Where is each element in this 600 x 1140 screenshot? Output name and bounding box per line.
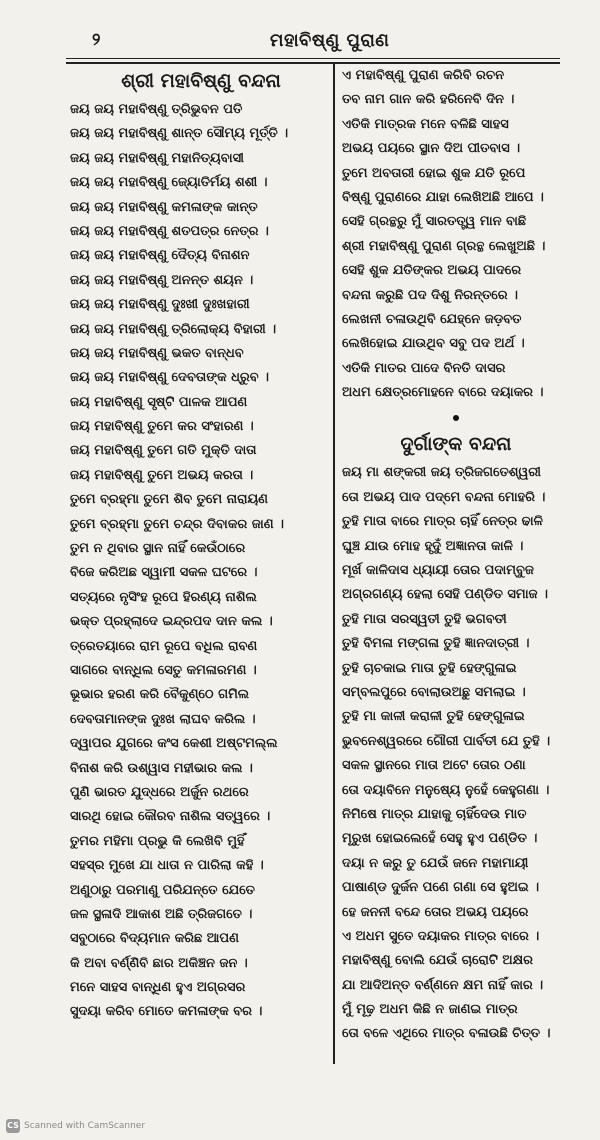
verse-line: ତୁହି ମାତା ବାରେ ମାତ୍ର ଚାହିଁ ନେତ୍ର ଢାଳି <box>342 514 543 530</box>
verse-line: ଜୟ ଜୟ ମହାବିଷ୍ଣୁ ମହାନିତ୍ୟବାସୀ <box>70 150 244 166</box>
verse-line: ଜୟ ଜୟ ମହାବିଷ୍ଣୁ ତ୍ରିଲୋକ୍ୟ ବିହାରୀ । <box>70 321 277 337</box>
durga-vandana-verses <box>342 461 570 1046</box>
book-title: ମହାବିଷ୍ଣୁ ପୁରାଣ <box>270 30 390 51</box>
verse-line: ସେହି ଶୁକ ଯତିଙ୍କର ଅଭୟ ପାଦରେ <box>342 263 522 279</box>
verse-line: ତୁମେ ବ୍ରହ୍ମା ତୁମେ ଚନ୍ଦ୍ର ଦିବାକର ଜାଣ । <box>70 516 284 532</box>
verse-line: ତୋ ବଳେ ଏଥିରେ ମାତ୍ର ବଳାଉଛି ଚିତ୍ତ । <box>342 1026 551 1042</box>
vishnu-vandana-verses <box>70 98 332 1025</box>
verse-line: ତୁମର ମହିମା ପ୍ରଭୁ କି ଲେଖିବି ମୁହିଁ <box>70 833 245 849</box>
verse-line: ଦେବତାମାନଙ୍କ ଦୁଃଖ ଲାଘବ କରିଲ । <box>70 711 256 727</box>
verse-line: ଜୟ ଜୟ ମହାବିଷ୍ଣୁ ଶାନ୍ତ ସୌମ୍ୟ ମୂର୍ତ୍ତି । <box>70 126 289 142</box>
verse-line: ଜୟ ଜୟ ମହାବିଷ୍ଣୁ କମଳାଙ୍କ କାନ୍ତ <box>70 199 258 215</box>
verse-line: ପୁଣି ଭାରତ ଯୁଦ୍ଧରେ ଅର୍ଜୁନ ରଥରେ <box>70 784 249 800</box>
verse-line: ମୁଁ ମୂଢ଼ ଅଧମ କିଛି ନ ଜାଣଇ ମାତ୍ର <box>342 1002 518 1018</box>
verse-line: ସତ୍ୟରେ ନୃସିଂହ ରୂପେ ହିରଣ୍ୟ ନାଶିଲ <box>70 589 257 605</box>
verse-line: କି ଅବା ବର୍ଣ୍ଣିବି ଛାର ଅକିଞ୍ଚନ ଜନ । <box>70 955 248 971</box>
verse-line: ଲେଖନୀ ଚଳାଉଥିବି ଯେହ୍ନେ ଜଡ଼ବତ <box>342 311 522 327</box>
verse-line: ସକଳ ସ୍ଥାନରେ ମାତା ଅଟେ ତୋର ଠଣା <box>342 758 526 774</box>
verse-line: ଘୁଞ୍ଚ ଯାଉ ମୋହ ହୃଦୁଁ ଅଜ୍ଞାନତା କାଳି । <box>342 538 524 554</box>
verse-line: ତୁମେ ବ୍ରହ୍ମା ତୁମେ ଶିବ ତୁମେ ନାରାୟଣ <box>70 492 269 508</box>
verse-line: ଏତିକି ମାତର ପାଦେ ବିନତି ଦାସର <box>342 360 506 376</box>
section-separator-dot <box>453 415 459 421</box>
verse-line: ଶ୍ରୀ ମହାବିଷ୍ଣୁ ପୁରାଣ ଗ୍ରନ୍ଥ ଲେଖୁଅଛି । <box>342 238 546 254</box>
verse-line: ଅଣୁଠାରୁ ପରମାଣୁ ପରିଯନ୍ତେ ଯେତେ <box>70 882 255 898</box>
continued-verses <box>342 64 570 405</box>
right-column <box>342 64 570 1047</box>
verse-line: ଜୟ ମହାବିଷ୍ଣୁ ତୁମେ ଗତି ମୁକ୍ତି ଦାତା <box>70 443 257 459</box>
verse-line: ଜୟ ଜୟ ମହାବିଷ୍ଣୁ ତ୍ରିଭୁବନ ପତି <box>70 102 243 117</box>
verse-line: ଅଭୟ ପୟରେ ସ୍ଥାନ ଦିଅ ପୀତବାସ । <box>342 141 521 157</box>
verse-line: ସବୁଠାରେ ବିଦ୍ୟମାନ କରିଛ ଆପଣ <box>70 931 239 947</box>
verse-line: ମୂର୍ଖ କାଳିଦାସ ଧ୍ୟାୟୀ ତୋର ପଦାମ୍ବୁଜ <box>342 563 534 579</box>
verse-line: ଜୟ ଜୟ ମହାବିଷ୍ଣୁ ଶତପତ୍ର ନେତ୍ର । <box>70 223 269 239</box>
verse-line: ବିଷ୍ଣୁ ପୁରାଣରେ ଯାହା ଲେଖିଅଛି ଆପେ । <box>342 189 544 205</box>
watermark-text: Scanned with CamScanner <box>24 1121 146 1131</box>
verse-line: ତୁମ ନ ଥିବାର ସ୍ଥାନ ନାହିଁ କେଉଁଠାରେ <box>70 541 246 557</box>
vishnu-vandana-heading: ଶ୍ରୀ ମହାବିଷ୍ଣୁ ବନ୍ଦନା <box>121 70 281 92</box>
verse-line: ମନେ ସାହସ ବାନ୍ଧିଣ ହୁଏ ଅଗ୍ରସର <box>70 980 246 996</box>
verse-line: ଭୁବନେଶ୍ୱରରେ ଗୌରୀ ପାର୍ବତୀ ଯେ ତୁହି । <box>342 733 551 749</box>
verse-line: ଜଳ ସ୍ଥଳାଦି ଆକାଶ ଅଛି ତ୍ରିଜଗତେ । <box>70 906 253 922</box>
verse-line: ମହାବିଷ୍ଣୁ ବୋଲି ଯେଉଁ ଚାରୋଟି ଅକ୍ଷର <box>342 953 533 969</box>
verse-line: ତୋ ଅଭୟ ପାଦ ପଦ୍ମେ ବନ୍ଦନା ମୋହରି । <box>342 489 546 505</box>
verse-line: ବିଜେ କରିଅଛ ସ୍ୱାମୀ ସକଳ ଘଟରେ । <box>70 565 258 581</box>
verse-line: ନିମିଷେ ମାତ୍ର ଯାହାକୁ ଚାହିଁଦେଉ ମାତ <box>342 806 527 822</box>
verse-line: ତ୍ରେତୟାରେ ରାମ ରୂପେ ବଧିଲ ରାବଣ <box>70 638 258 654</box>
durga-vandana-heading: ଦୁର୍ଗାଙ୍କ ବନ୍ଦନା <box>400 433 512 456</box>
verse-line: ଜୟ ଜୟ ମହାବିଷ୍ଣୁ ଦୈତ୍ୟ ବିନାଶନ <box>70 248 250 264</box>
verse-line: ଲେଖିହୋଇ ଯାଉଥିବ ସବୁ ପଦ ଅର୍ଥ । <box>342 336 525 352</box>
verse-line: ଦୟା ନ କରୁ ତୁ ଯେଉଁ ଜନେ ମହାମାୟୀ <box>342 855 529 871</box>
verse-line: ଜୟ ମହାବିଷ୍ଣୁ ସୃଷ୍ଟି ପାଳକ ଆପଣ <box>70 394 248 410</box>
verse-line: ଅଧମ କ୍ଷେତ୍ରମୋହନେ ବାରେ ଦୟାକର । <box>342 385 544 401</box>
verse-line: ସେହି ଗ୍ରନ୍ଥରୁ ମୁଁ ସାରତତ୍ତ୍ୱ ମାନ ବାଛି <box>342 214 527 230</box>
verse-line: ସାଗରେ ବାନ୍ଧିଲ ସେତୁ କମଳାରମଣ । <box>70 662 257 678</box>
verse-line: ଏତିକି ମାତ୍ରକ ମନେ ବଳିଛି ସାହସ <box>342 116 509 132</box>
verse-line: ତୋ ଦୟାବିନେ ମନୁଷ୍ୟେ ନୁହେଁ କେହୁଗଣା । <box>342 782 550 798</box>
verse-line: ଏ ମହାବିଷ୍ଣୁ ପୁରାଣ କରିବି ରଚନ <box>342 68 505 83</box>
verse-line: ଭୂଭାର ହରଣ କରି ବୈକୁଣ୍ଠେ ଗମିଲ <box>70 687 250 703</box>
verse-line: ଅଗ୍ରଗଣ୍ୟ ହେଲା ସେହି ପଣ୍ଡିତ ସମାଜ । <box>342 587 548 603</box>
verse-line: ହେ ଜନନୀ ବନ୍ଦେ ତୋର ଅଭୟ ପୟରେ <box>342 904 529 920</box>
verse-line: ସାରଥି ହୋଇ କୌରବ ନାଶିଲ ସତ୍ୱରେ । <box>70 809 271 825</box>
verse-line: ମୂରୁଖ ହୋଇଲେହେଁ ସେହୁ ହୁଏ ପଣ୍ଡିତ । <box>342 831 538 847</box>
verse-line: ତୁହି ଚାଚକାଇ ମାତା ତୁହି ହେଙ୍ଗୁଳାଇ <box>342 660 517 676</box>
verse-line: ଜୟ ଜୟ ମହାବିଷ୍ଣୁ ଜ୍ୟୋତିର୍ମୟ ଶଶୀ । <box>70 175 268 191</box>
verse-line: ସୁଦୟା କରିବ ମୋତେ କମଳାଙ୍କ ବର । <box>70 1004 263 1020</box>
verse-line: ଯା ଆଦିଅନ୍ତ ବର୍ଣ୍ଣନେ କ୍ଷମ ନାହିଁ କାର । <box>342 977 544 993</box>
verse-line: ପାଷାଣ୍ଡ ଦୁର୍ଜନ ପଣେ ଗଣା ସେ ହୁଅଇ । <box>342 880 540 896</box>
verse-line: ଜୟ ମା ଶଙ୍କରୀ ଜୟ ତ୍ରିଜଗତେଶ୍ୱରୀ <box>342 465 541 481</box>
verse-line: ଭକ୍ତ ପ୍ରହ୍ଲାଦେ ଇନ୍ଦ୍ରପଦ ଦାନ କଲ । <box>70 614 273 630</box>
verse-line: ତୁମେ ଅବତାରୀ ହୋଇ ଶୁକ ଯତି ରୂପେ <box>342 165 526 181</box>
left-column <box>70 64 332 1025</box>
page-number: ୨ <box>92 30 101 50</box>
column-divider <box>333 64 335 1064</box>
verse-line: ଦ୍ୱାପର ଯୁଗରେ କଂସ କେଶୀ ଅଷ୍ଟମଲ୍ଲ <box>70 736 278 752</box>
verse-line: ସହସ୍ର ମୁଖେ ଯା ଧାତା ନ ପାରିଲା କହି । <box>70 858 264 874</box>
verse-line: ତୁହି ମା କାଳୀ କରାଳୀ ତୁହି ହେଙ୍ଗୁଳାଇ <box>342 709 525 725</box>
verse-line: ଜୟ ଜୟ ମହାବିଷ୍ଣୁ ଦୁଃଖୀ ଦୁଃଖହାରୀ <box>70 297 250 313</box>
verse-line: ଜୟ ଜୟ ମହାବିଷ୍ଣୁ ଦେବତାଙ୍କ ଧ୍ରୁବ । <box>70 370 270 386</box>
verse-line: ଜୟ ଜୟ ମହାବିଷ୍ଣୁ ଅନନ୍ତ ଶୟନ । <box>70 272 254 288</box>
header-rule <box>66 58 560 59</box>
verse-line: ସମ୍ବଲପୁରେ ବୋଲାଉଅଛୁ ସମଲାଇ । <box>342 684 526 700</box>
verse-line: ତବ ନାମ ଗାନ କରି ହରିନେବି ଦିନ । <box>342 92 515 108</box>
verse-line: ବନ୍ଦନା କରୁଛି ପଦ ଦିଶୁ ନିରନ୍ତରେ । <box>342 287 518 303</box>
verse-line: ଜୟ ମହାବିଷ୍ଣୁ ତୁମେ କର ସଂହାରଣ । <box>70 419 254 435</box>
camscanner-badge-icon: CS <box>6 1119 20 1133</box>
verse-line: ଜୟ ମହାବିଷ୍ଣୁ ତୁମେ ଅଭୟ କରତା । <box>70 467 254 483</box>
scanner-watermark <box>6 1119 145 1133</box>
verse-line: ଏ ଅଧମ ସୁତେ ଦୟାକର ମାତ୍ର ବାରେ । <box>342 928 540 944</box>
verse-line: ବିନାଶ କରି ଉଶ୍ୱାସ ମହୀଭାର କଲ । <box>70 760 253 776</box>
verse-line: ତୁହି ବିମଳା ମଙ୍ଗଳା ତୁହି ଜ୍ଞାନଦାତ୍ରୀ । <box>342 636 530 652</box>
verse-line: ଜୟ ଜୟ ମହାବିଷ୍ଣୁ ଭକତ ବାନ୍ଧବ <box>70 345 244 361</box>
verse-line: ତୁହି ମାତା ସରସ୍ୱତୀ ତୁହି ଭଗବତୀ <box>342 611 507 627</box>
